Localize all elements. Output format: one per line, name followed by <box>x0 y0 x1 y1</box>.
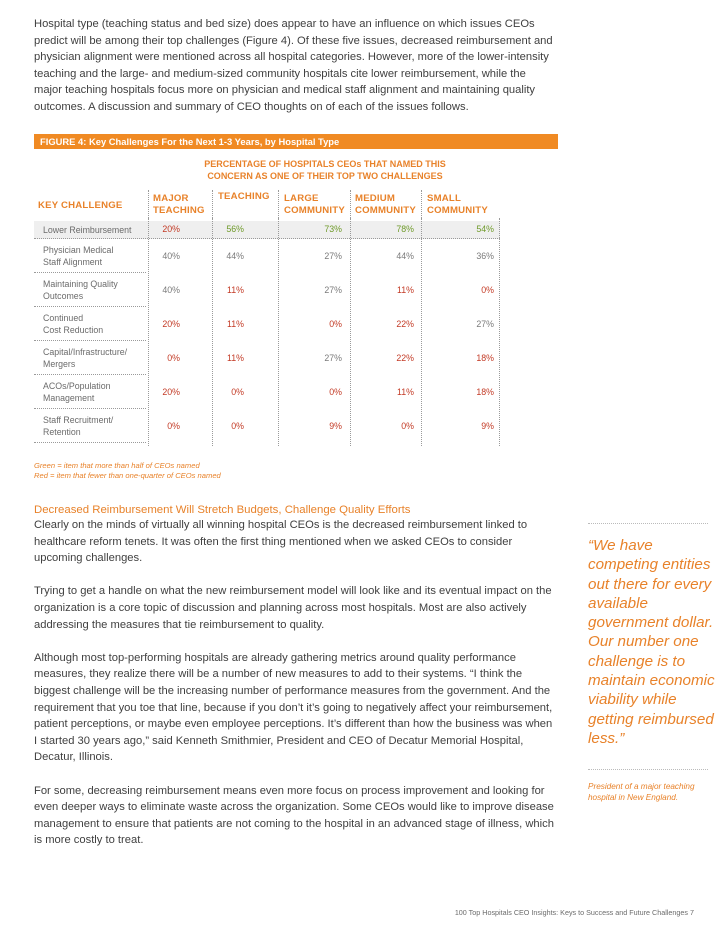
row-label <box>43 414 113 438</box>
cell-large-community: 27% <box>324 251 342 261</box>
row-label <box>43 346 127 370</box>
header-divider <box>278 190 279 218</box>
header-divider <box>350 190 351 218</box>
row-divider <box>34 272 146 273</box>
table-row <box>34 221 500 238</box>
table-legend <box>34 461 221 481</box>
header-major-teaching <box>153 193 205 217</box>
pullquote: “We have competing entities out there for every available government dollar. Our number one challenge is to maintain economic viability while getting reimbursed less.” <box>588 537 715 747</box>
cell-teaching: 11% <box>227 319 244 329</box>
header-line-2: COMMUNITY <box>427 205 488 216</box>
cell-teaching: 44% <box>226 251 244 261</box>
row-label <box>43 244 113 268</box>
legend-red: Red = item that fewer than one-quarter of CEOs named <box>34 471 221 480</box>
header-divider <box>148 190 149 218</box>
cell-major-teaching: 20% <box>162 319 180 329</box>
pullquote-bottom-rule <box>588 769 708 770</box>
percentage-heading-line-2: CONCERN AS ONE OF THEIR TOP TWO CHALLENGES <box>207 171 443 181</box>
column-divider <box>148 218 149 446</box>
header-large-community <box>284 193 345 217</box>
row-divider <box>34 374 146 375</box>
percentage-heading-line-1: PERCENTAGE OF HOSPITALS CEOs THAT NAMED THIS <box>204 159 446 169</box>
row-divider <box>34 306 146 307</box>
table-row <box>34 412 500 446</box>
header-line-2: TEACHING <box>153 205 205 216</box>
cell-small-community: 54% <box>476 224 494 234</box>
row-label-line-1: Physician Medical <box>43 245 114 255</box>
cell-medium-community: 22% <box>396 319 414 329</box>
cell-small-community: 0% <box>481 285 494 295</box>
legend-green: Green = item that more than half of CEOs named <box>34 461 200 470</box>
cell-teaching: 0% <box>231 387 244 397</box>
row-label-line-2: Management <box>43 393 95 403</box>
paragraph: Clearly on the minds of virtually all winning hospital CEOs is the decreased reimbursement linked to healthcare reform tenets. It was often the first thing mentioned when we asked CEOs to consider upcoming challenges. <box>34 519 528 565</box>
header-key-challenge: KEY CHALLENGE <box>38 200 123 211</box>
figure-title-bar: FIGURE 4: Key Challenges For the Next 1-3 Years, by Hospital Type <box>34 134 558 149</box>
header-line-1: LARGE <box>284 193 319 204</box>
header-medium-community <box>355 193 416 217</box>
cell-medium-community: 22% <box>396 353 414 363</box>
row-label-line-2: Mergers <box>43 359 76 369</box>
header-line-2: COMMUNITY <box>355 205 416 216</box>
cell-small-community: 27% <box>476 319 494 329</box>
header-divider <box>421 190 422 218</box>
table-row <box>34 276 500 310</box>
cell-teaching: 56% <box>226 224 244 234</box>
cell-medium-community: 78% <box>396 224 414 234</box>
row-divider <box>34 340 146 341</box>
column-divider <box>421 218 422 446</box>
table-row <box>34 242 500 276</box>
column-divider <box>212 218 213 446</box>
row-divider <box>34 408 146 409</box>
cell-medium-community: 11% <box>397 285 414 295</box>
cell-major-teaching: 20% <box>162 387 180 397</box>
cell-major-teaching: 0% <box>167 353 180 363</box>
paragraph: For some, decreasing reimbursement means even more focus on process improvement and looking for even deeper ways to eliminate waste across the organization. Some CEOs would like to improve disease management to ensure that patients are not coming to the hospital in an advanced stage of illness, which is more costly to treat. <box>34 784 554 847</box>
cell-major-teaching: 20% <box>162 224 180 234</box>
column-divider <box>499 218 500 446</box>
row-label: Lower Reimbursement <box>43 225 132 235</box>
row-label <box>43 312 103 336</box>
cell-teaching: 11% <box>227 353 244 363</box>
cell-major-teaching: 40% <box>162 251 180 261</box>
cell-small-community: 18% <box>476 353 494 363</box>
percentage-heading <box>150 158 500 182</box>
header-line-2: TEACHING <box>218 191 270 202</box>
column-divider <box>350 218 351 446</box>
row-label <box>43 380 110 404</box>
cell-teaching: 11% <box>227 285 244 295</box>
row-label-line-1: Capital/Infrastructure/ <box>43 347 128 357</box>
header-teaching <box>218 193 270 203</box>
row-label-line-2: Cost Reduction <box>43 325 104 335</box>
table-row <box>34 344 500 378</box>
pullquote-attribution: President of a major teaching hospital in New England. <box>588 782 695 802</box>
row-label-line-1: Maintaining Quality <box>43 279 118 289</box>
cell-teaching: 0% <box>231 421 244 431</box>
cell-large-community: 27% <box>324 285 342 295</box>
cell-major-teaching: 0% <box>167 421 180 431</box>
header-small-community <box>427 193 488 217</box>
table-row <box>34 378 500 412</box>
cell-small-community: 18% <box>476 387 494 397</box>
cell-medium-community: 11% <box>397 387 414 397</box>
cell-major-teaching: 40% <box>162 285 180 295</box>
body-text <box>34 517 558 865</box>
row-label-line-1: ACOs/Population <box>43 381 111 391</box>
row-label-line-1: Continued <box>43 313 84 323</box>
cell-large-community: 0% <box>329 319 342 329</box>
cell-medium-community: 0% <box>401 421 414 431</box>
row-label <box>43 278 118 302</box>
row-label-line-2: Retention <box>43 427 81 437</box>
paragraph: Although most top-performing hospitals are already gathering metrics around quality performance measures, they realize there will be a number of new measures to add to their systems. “I think the biggest challenge will be the increasing number of performance measures from the government. And the requirement that you toe that line, because if you don’t it’s going to negatively affect your reimbursement, patient perceptions, or maybe even employee perceptions. It’s different than how the business was when I started 30 years ago,” said Kenneth Smithmier, President and CEO of Decatur Memorial Hospital, Decatur, Illinois. <box>34 651 553 764</box>
cell-large-community: 27% <box>324 353 342 363</box>
cell-small-community: 36% <box>476 251 494 261</box>
cell-large-community: 0% <box>329 387 342 397</box>
cell-small-community: 9% <box>481 421 494 431</box>
header-line-2: COMMUNITY <box>284 205 345 216</box>
header-line-1: MEDIUM <box>355 193 396 204</box>
cell-large-community: 73% <box>324 224 342 234</box>
header-divider <box>212 190 213 218</box>
paragraph: Trying to get a handle on what the new reimbursement model will look like and its eventual impact on the organization is a core topic of discussion and planning across most hospitals. Most are also actively addressing the measures that tie reimbursement to quality. <box>34 585 552 631</box>
row-label-line-1: Staff Recruitment/ <box>43 415 114 425</box>
header-line-1: SMALL <box>427 193 462 204</box>
section-heading: Decreased Reimbursement Will Stretch Budgets, Challenge Quality Efforts <box>34 504 411 516</box>
row-divider <box>34 442 146 443</box>
cell-medium-community: 44% <box>396 251 414 261</box>
column-divider <box>278 218 279 446</box>
page-footer: 100 Top Hospitals CEO Insights: Keys to Success and Future Challenges 7 <box>454 908 694 917</box>
pullquote-top-rule <box>588 523 708 524</box>
intro-paragraph: Hospital type (teaching status and bed size) does appear to have an influence on which issues CEOs predict will be among their top challenges (Figure 4). Of these five issues, decreased reimbursement and physician alignment were mentioned across all hospital categories. However, more of the lower-intensity teaching and the large- and medium-sized community hospitals cite lower reimbursement, while the major teaching hospitals focus more on physician and medical staff alignment and maintaining quality outcomes. A discussion and summary of CEO thoughts on of each of the issues follows. <box>34 18 553 113</box>
header-line-1: MAJOR <box>153 193 189 204</box>
table-header-row <box>34 190 500 218</box>
row-label-line-2: Outcomes <box>43 291 84 301</box>
row-label-line-2: Staff Alignment <box>43 257 103 267</box>
cell-large-community: 9% <box>329 421 342 431</box>
table-row <box>34 310 500 344</box>
